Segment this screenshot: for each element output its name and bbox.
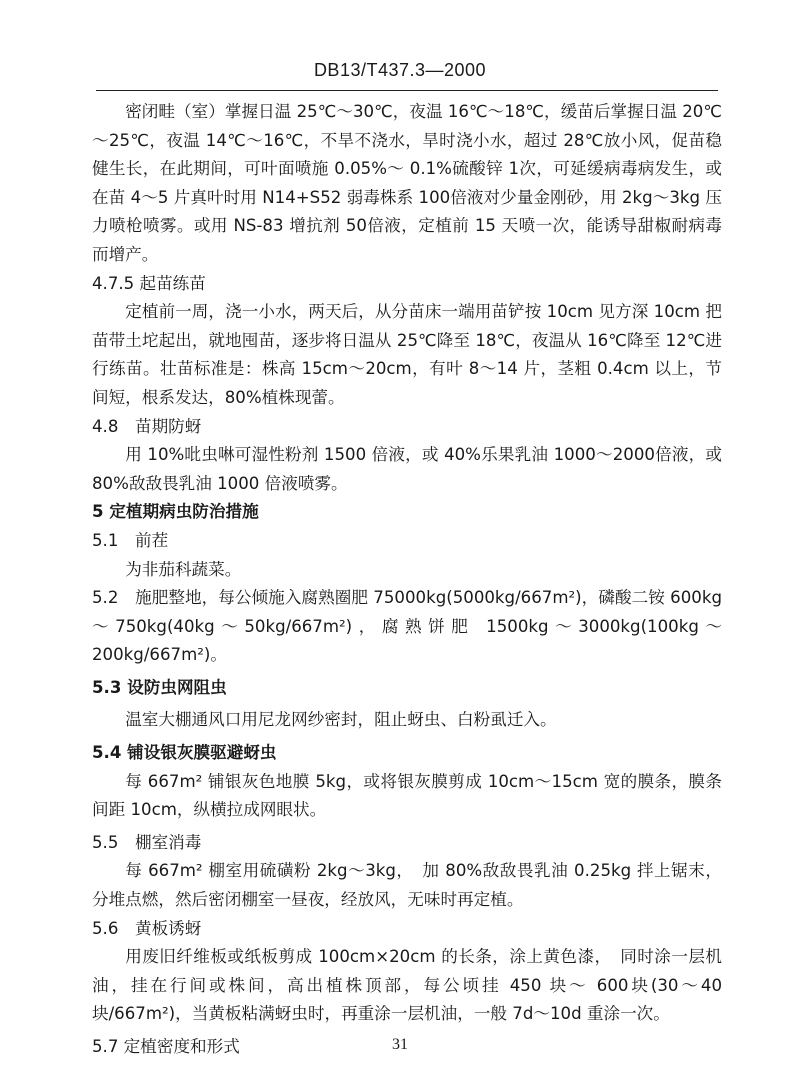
paragraph-greenhouse-temperature: 密闭畦（室）掌握日温 25℃～30℃，夜温 16℃～18℃，缓苗后掌握日温 20℃～25℃，夜温 14℃～16℃，不旱不浇水，旱时浇小水，超过 28℃放小风，促苗稳健生长，在此期间，可叶面喷施 0.05%～ 0.1%硫酸锌 1次，可延缓病毒病发生，或在苗 4～5 片真叶时用 N14+S52 弱毒株系 100倍液对少量金刚砂，用 2kg～3kg 压力喷枪喷雾。或用 NS-83 增抗剂 50倍液，定植前 15 天喷一次，能诱导甜椒耐病毒而增产。	[92, 102, 722, 264]
standard-code: DB13/T437.3—2000	[313, 60, 487, 80]
paragraph-yellow-boards: 用废旧纤维板或纸板剪成 100cm×20cm 的长条，涂上黄色漆， 同时涂一层机油，挂在行间或株间，高出植株顶部，每公顷挂 450 块～ 600块(30～40 块/667m²)，当黄板粘满蚜虫时，再重涂一层机油，一般 7d～10d 重涂一次。	[92, 947, 722, 1024]
paragraph-seedling-hardening: 定植前一周，浇一小水，两天后，从分苗床一端用苗铲按 10cm 见方深 10cm 把苗带土坨起出，就地囤苗，逐步将日温从 25℃降至 18℃，夜温从 16℃降至 12℃进行练苗。壮苗标准是：株高 15cm～20cm，有叶 8～14 片，茎粗 0.4cm 以上，节间短，根系发达，80%植株现蕾。	[92, 302, 722, 407]
paragraph-disinfection: 每 667m² 棚室用硫磺粉 2kg～3kg， 加 80%敌敌畏乳油 0.25kg 拌上锯末，分堆点燃，然后密闭棚室一昼夜，经放风，无味时再定植。	[92, 861, 722, 910]
page-number: 31	[392, 1036, 408, 1053]
paragraph-insect-net: 温室大棚通风口用尼龙网纱密封，阻止蚜虫、白粉虱迁入。	[125, 710, 557, 730]
section-heading-5-1: 5.1 前茬	[92, 530, 169, 550]
section-heading-4-8: 4.8 苗期防蚜	[92, 416, 202, 436]
section-heading-5-7: 5.7 定植密度和形式	[92, 1037, 240, 1056]
section-heading-5-6: 5.6 黄板诱蚜	[92, 918, 202, 938]
paragraph-previous-crop: 为非茄科蔬菜。	[125, 559, 242, 579]
section-heading-5-3: 5.3 设防虫网阻虫	[92, 677, 227, 697]
document-body	[92, 98, 722, 1062]
paragraph-5-2-fertilization: 5.2 施肥整地，每公倾施入腐熟圈肥 75000kg(5000kg/667m²)，磷酸二铵 600kg～750kg(40kg～50kg/667m²)，腐熟饼肥 1500kg～3000kg(100kg～200kg/667m²)。	[92, 588, 722, 665]
section-heading-5-5: 5.5 棚室消毒	[92, 832, 202, 852]
header-divider	[96, 90, 718, 91]
paragraph-aphid-control: 用 10%吡虫啉可湿性粉剂 1500 倍液，或 40%乐果乳油 1000～2000倍液，或 80%敌敌畏乳油 1000 倍液喷雾。	[92, 445, 722, 493]
section-heading-5-4: 5.4 铺设银灰膜驱避蚜虫	[92, 743, 277, 763]
paragraph-silver-film: 每 667m² 铺银灰色地膜 5kg，或将银灰膜剪成 10cm～15cm 宽的膜条，膜条间距 10cm，纵横拉成网眼状。	[92, 771, 722, 820]
section-heading-5: 5 定植期病虫防治措施	[92, 502, 259, 522]
section-heading-4-7-5: 4.7.5 起苗练苗	[92, 273, 206, 293]
